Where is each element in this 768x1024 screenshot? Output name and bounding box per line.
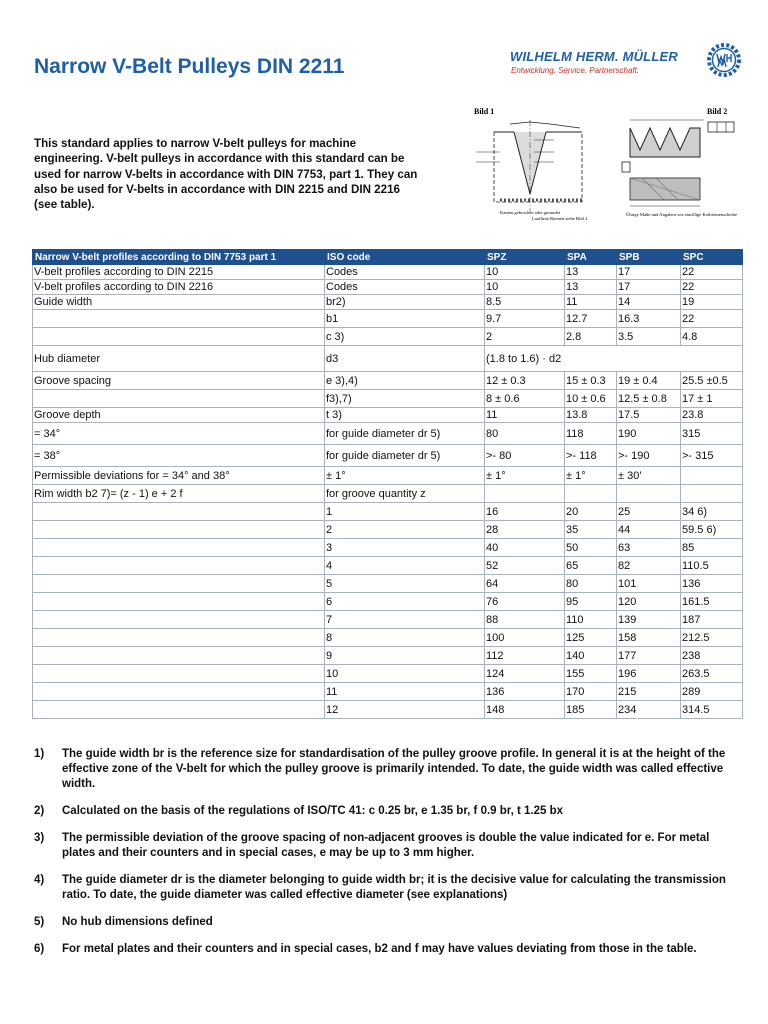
table-cell: 118: [565, 423, 617, 445]
table-cell: 63: [617, 539, 681, 557]
table-cell: 17: [617, 265, 681, 280]
table-cell: [33, 701, 325, 719]
table-row: [33, 445, 743, 467]
table-cell: b1: [325, 310, 485, 328]
table-cell: 3: [325, 539, 485, 557]
table-cell: 155: [565, 665, 617, 683]
table-cell: [485, 485, 565, 503]
page-title: Narrow V-Belt Pulleys DIN 2211: [34, 55, 345, 78]
table-row: [33, 665, 743, 683]
table-cell: 17: [617, 280, 681, 295]
table-row: [33, 629, 743, 647]
table-row: [33, 557, 743, 575]
table-cell: 315: [681, 423, 743, 445]
table-cell: for groove quantity z: [325, 485, 485, 503]
header-spb: SPB: [617, 250, 681, 265]
table-cell: 50: [565, 539, 617, 557]
footnote-text: No hub dimensions defined: [62, 916, 213, 928]
table-row: [33, 265, 743, 280]
fig1-note-line: Lauflinie Riemen siehe Bild 2: [532, 216, 588, 221]
table-cell: [565, 485, 617, 503]
table-cell: [33, 521, 325, 539]
table-cell: 19 ± 0.4: [617, 372, 681, 390]
table-cell: 11: [485, 408, 565, 423]
table-cell: 65: [565, 557, 617, 575]
table-cell: 8.5: [485, 295, 565, 310]
table-cell: 8 ± 0.6: [485, 390, 565, 408]
table-cell: 215: [617, 683, 681, 701]
table-row: [33, 701, 743, 719]
table-cell: 1: [325, 503, 485, 521]
table-cell: 22: [681, 280, 743, 295]
table-cell: [33, 629, 325, 647]
table-cell: [33, 310, 325, 328]
footnote-text: Calculated on the basis of the regulations of ISO/TC 41: c 0.25 br, e 1.35 br, f 0.9 br, t 1.25 bx: [62, 805, 564, 817]
table-cell: 13: [565, 265, 617, 280]
table-row: [33, 390, 743, 408]
header-profile: Narrow V-belt profiles according to DIN 7753 part 1: [33, 250, 325, 265]
footnote-text: The guide width br is the reference size for standardisation of the pulley groove profile. In general it is at the height of the effective zone of the V-belt for which the pulley groove is primarily intended. To date, the guide width was called effective width.: [62, 748, 726, 790]
table-cell: 7: [325, 611, 485, 629]
table-cell: 110.5: [681, 557, 743, 575]
table-cell: 3.5: [617, 328, 681, 346]
table-cell: [33, 683, 325, 701]
table-cell: 2: [325, 521, 485, 539]
table-cell: 82: [617, 557, 681, 575]
table-cell: [33, 665, 325, 683]
table-cell: 34 6): [681, 503, 743, 521]
table-cell: 4: [325, 557, 485, 575]
figure-bild-2: [612, 102, 740, 222]
table-cell: 187: [681, 611, 743, 629]
table-cell: 2: [485, 328, 565, 346]
table-cell: 314.5: [681, 701, 743, 719]
table-cell: 289: [681, 683, 743, 701]
footnote-item: [34, 831, 744, 861]
table-row: [33, 611, 743, 629]
table-row: [33, 346, 743, 372]
table-cell: >- 80: [485, 445, 565, 467]
table-cell: [33, 328, 325, 346]
table-cell: 16: [485, 503, 565, 521]
table-cell: 158: [617, 629, 681, 647]
table-cell: 148: [485, 701, 565, 719]
footnote-item: [34, 873, 744, 903]
table-cell: 124: [485, 665, 565, 683]
table-cell: Groove spacing: [33, 372, 325, 390]
table-cell: 17 ± 1: [681, 390, 743, 408]
table-cell: 13.8: [565, 408, 617, 423]
table-cell: [33, 557, 325, 575]
header-spa: SPA: [565, 250, 617, 265]
table-row: [33, 310, 743, 328]
table-cell: ± 1°: [485, 467, 565, 485]
table-row: [33, 408, 743, 423]
table-cell: [33, 575, 325, 593]
table-cell: 10: [485, 280, 565, 295]
table-row: [33, 423, 743, 445]
table-cell: 112: [485, 647, 565, 665]
fig2-label: Bild 2: [707, 107, 728, 116]
table-cell: ± 30': [617, 467, 681, 485]
table-row: [33, 280, 743, 295]
table-cell: 80: [565, 575, 617, 593]
table-row: [33, 372, 743, 390]
table-row: [33, 503, 743, 521]
footnote-number: 2): [34, 805, 45, 817]
table-cell: 23.8: [681, 408, 743, 423]
table-cell: 6: [325, 593, 485, 611]
table-cell: 263.5: [681, 665, 743, 683]
table-cell: 11: [325, 683, 485, 701]
table-cell: 22: [681, 265, 743, 280]
logo-name: WILHELM HERM. MÜLLER: [510, 49, 678, 64]
fig1-note-edges: Kanten gebrochen oder gerundet: [500, 210, 561, 215]
table-row: [33, 328, 743, 346]
footnote-item: [34, 915, 744, 930]
table-cell: t 3): [325, 408, 485, 423]
table-cell: 136: [681, 575, 743, 593]
footnote-text: For metal plates and their counters and in special cases, b2 and f may have values deviating from those in the table.: [62, 943, 697, 955]
table-cell: [33, 390, 325, 408]
table-cell: c 3): [325, 328, 485, 346]
table-cell: Codes: [325, 265, 485, 280]
logo-tagline: Entwicklung. Service. Partnerschaft.: [511, 66, 640, 75]
footnote-item: [34, 804, 744, 819]
table-cell: 11: [565, 295, 617, 310]
footnote-number: 6): [34, 943, 45, 955]
table-cell: [33, 647, 325, 665]
table-row: [33, 467, 743, 485]
table-cell: 10 ± 0.6: [565, 390, 617, 408]
table-cell: >- 315: [681, 445, 743, 467]
table-cell: 35: [565, 521, 617, 539]
table-cell: 40: [485, 539, 565, 557]
table-cell: 28: [485, 521, 565, 539]
footnote-number: 5): [34, 916, 45, 928]
table-cell: 170: [565, 683, 617, 701]
table-cell: 13: [565, 280, 617, 295]
intro-paragraph: This standard applies to narrow V-belt pulleys for machine engineering. V-belt pulleys in accordance with this standard can be used for narrow V-belts in accordance with DIN 7753, part 1. They can also be used for V-belts in accordance with DIN 2215 and DIN 2216 (see table).: [34, 137, 418, 212]
table-cell: = 34°: [33, 423, 325, 445]
table-cell: V-belt profiles according to DIN 2216: [33, 280, 325, 295]
table-cell: 12 ± 0.3: [485, 372, 565, 390]
table-row: [33, 683, 743, 701]
table-cell: [681, 467, 743, 485]
table-cell: 12: [325, 701, 485, 719]
table-row: [33, 521, 743, 539]
table-row: [33, 485, 743, 503]
gear-logo-icon: [706, 42, 742, 78]
table-cell: >- 118: [565, 445, 617, 467]
table-cell: ± 1°: [565, 467, 617, 485]
table-cell: 120: [617, 593, 681, 611]
multi-groove-diagram: [612, 102, 740, 222]
table-cell: 140: [565, 647, 617, 665]
table-cell: [33, 593, 325, 611]
footnote-number: 1): [34, 748, 45, 760]
table-cell: 185: [565, 701, 617, 719]
footnote-number: 3): [34, 832, 45, 844]
table-cell: 139: [617, 611, 681, 629]
table-row: [33, 593, 743, 611]
table-cell: = 38°: [33, 445, 325, 467]
table-cell: 52: [485, 557, 565, 575]
table-cell: 110: [565, 611, 617, 629]
table-cell: 25: [617, 503, 681, 521]
figure-bild-1: [470, 102, 600, 222]
fig1-label: Bild 1: [474, 107, 495, 116]
table-cell: br2): [325, 295, 485, 310]
table-cell: 8: [325, 629, 485, 647]
dimensions-table: [32, 249, 743, 719]
footnotes-list: [34, 747, 744, 969]
table-cell: 125: [565, 629, 617, 647]
table-cell: 16.3: [617, 310, 681, 328]
table-cell: >- 190: [617, 445, 681, 467]
table-cell: Groove depth: [33, 408, 325, 423]
table-cell: 12.7: [565, 310, 617, 328]
table-cell: for guide diameter dr 5): [325, 445, 485, 467]
table-cell: 17.5: [617, 408, 681, 423]
table-cell: Rim width b2 7)= (z - 1) e + 2 f: [33, 485, 325, 503]
table-cell: V-belt profiles according to DIN 2215: [33, 265, 325, 280]
company-logo: [510, 42, 742, 78]
table-cell: 19: [681, 295, 743, 310]
table-cell: 101: [617, 575, 681, 593]
hub-diameter-formula: (1.8 to 1.6) · d2: [485, 346, 743, 372]
table-cell: ± 1°: [325, 467, 485, 485]
table-cell: 25.5 ±0.5: [681, 372, 743, 390]
table-cell: 212.5: [681, 629, 743, 647]
footnote-number: 4): [34, 874, 45, 886]
header-spz: SPZ: [485, 250, 565, 265]
table-header-row: [33, 250, 743, 265]
table-cell: 88: [485, 611, 565, 629]
table-cell: 136: [485, 683, 565, 701]
table-cell: 44: [617, 521, 681, 539]
table-cell: 10: [485, 265, 565, 280]
table-cell: Guide width: [33, 295, 325, 310]
single-groove-diagram: [470, 102, 600, 222]
table-cell: 59.5 6): [681, 521, 743, 539]
table-cell: 238: [681, 647, 743, 665]
table-cell: 161.5: [681, 593, 743, 611]
table-cell: 80: [485, 423, 565, 445]
table-cell: 234: [617, 701, 681, 719]
table-cell: [681, 485, 743, 503]
table-cell: 22: [681, 310, 743, 328]
table-cell: 4.8: [681, 328, 743, 346]
table-cell: 2.8: [565, 328, 617, 346]
table-cell: 9: [325, 647, 485, 665]
table-cell: e 3),4): [325, 372, 485, 390]
footnote-text: The permissible deviation of the groove spacing of non-adjacent grooves is double the value indicated for e. For metal plates and their counters and in special cases, e may be up to 3 mm higher.: [62, 832, 710, 859]
table-row: [33, 295, 743, 310]
header-spc: SPC: [681, 250, 743, 265]
table-cell: 100: [485, 629, 565, 647]
table-cell: f3),7): [325, 390, 485, 408]
table-cell: 64: [485, 575, 565, 593]
footnote-item: [34, 942, 744, 957]
footnote-text: The guide diameter dr is the diameter belonging to guide width br; it is the decisive value for calculating the transmission ratio. To date, the guide diameter was called effective diameter (see explanations): [62, 874, 726, 901]
table-cell: for guide diameter dr 5): [325, 423, 485, 445]
table-cell: 85: [681, 539, 743, 557]
table-cell: Codes: [325, 280, 485, 295]
header-iso-code: ISO code: [325, 250, 485, 265]
table-cell: Hub diameter: [33, 346, 325, 372]
table-cell: [33, 503, 325, 521]
table-cell: 9.7: [485, 310, 565, 328]
table-cell: [33, 539, 325, 557]
fig2-note: Übrige Maße und Angaben wie einrillige Keilriemenscheibe: [626, 212, 737, 217]
table-cell: 76: [485, 593, 565, 611]
table-cell: [617, 485, 681, 503]
table-cell: 5: [325, 575, 485, 593]
table-cell: d3: [325, 346, 485, 372]
table-cell: 177: [617, 647, 681, 665]
table-cell: 12.5 ± 0.8: [617, 390, 681, 408]
table-cell: [33, 611, 325, 629]
table-cell: 20: [565, 503, 617, 521]
table-cell: 14: [617, 295, 681, 310]
table-cell: Permissible deviations for = 34° and 38°: [33, 467, 325, 485]
table-row: [33, 647, 743, 665]
table-cell: 95: [565, 593, 617, 611]
table-cell: 190: [617, 423, 681, 445]
table-row: [33, 575, 743, 593]
footnote-item: [34, 747, 744, 792]
table-cell: 10: [325, 665, 485, 683]
table-cell: 196: [617, 665, 681, 683]
table-cell: 15 ± 0.3: [565, 372, 617, 390]
table-row: [33, 539, 743, 557]
